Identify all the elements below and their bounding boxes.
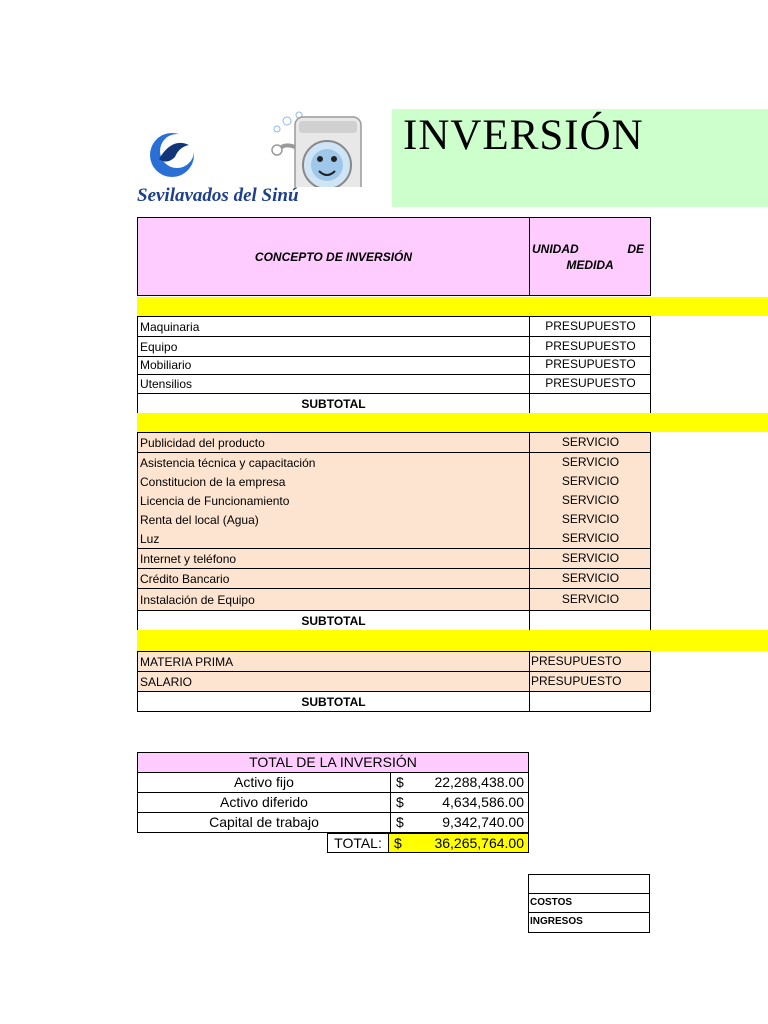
column-divider xyxy=(390,773,391,792)
totals-label: Activo fijo xyxy=(234,774,294,790)
subtotal-row xyxy=(137,394,651,414)
table-row xyxy=(137,472,651,492)
concept-cell: Luz xyxy=(140,532,160,546)
unit-cell: PRESUPUESTO xyxy=(529,317,651,336)
unit-cell: PRESUPUESTO xyxy=(529,374,651,393)
concept-cell: MATERIA PRIMA xyxy=(140,655,234,669)
logo-text: Sevilavados del Sinú xyxy=(137,185,299,206)
summary-costos: COSTOS xyxy=(528,894,650,913)
table-row xyxy=(137,432,651,453)
unit-cell: SERVICIO xyxy=(529,529,651,548)
totals-value: 9,342,740.00 xyxy=(442,814,524,830)
concept-cell: Crédito Bancario xyxy=(140,572,230,586)
subtotal-unit-cell xyxy=(529,394,651,413)
concept-cell: Instalación de Equipo xyxy=(140,593,255,607)
unit-cell: SERVICIO xyxy=(529,549,651,568)
table-row xyxy=(137,549,651,569)
unit-cell: PRESUPUESTO xyxy=(529,337,651,356)
concept-cell: Internet y teléfono xyxy=(140,552,237,566)
concept-cell: Utensilios xyxy=(140,377,193,391)
table-row xyxy=(137,491,651,511)
subtotal-unit-cell xyxy=(529,611,651,630)
table-row xyxy=(137,672,651,692)
concept-cell: Maquinaria xyxy=(140,320,200,334)
unit-cell: PRESUPUESTO xyxy=(529,652,650,671)
page-title: INVERSIÓN xyxy=(403,112,644,159)
unit-header-word: UNIDAD xyxy=(532,242,579,256)
table-row xyxy=(137,589,651,611)
section-band xyxy=(137,630,768,651)
totals-row xyxy=(137,793,529,813)
concept-cell: Publicidad del producto xyxy=(140,436,265,450)
table-row xyxy=(137,337,651,357)
concept-cell: Constitucion de la empresa xyxy=(140,475,286,489)
table-header xyxy=(137,217,651,296)
table-row xyxy=(137,529,651,549)
section-band xyxy=(137,413,768,432)
unit-cell: SERVICIO xyxy=(529,510,651,529)
unit-cell: SERVICIO xyxy=(529,433,651,452)
table-row xyxy=(137,453,651,473)
section-band xyxy=(137,297,768,316)
subtotal-unit-cell xyxy=(529,692,651,711)
unit-cell: PRESUPUESTO xyxy=(529,672,650,691)
concept-cell: SALARIO xyxy=(140,675,193,689)
unit-cell: SERVICIO xyxy=(529,569,651,588)
table-row xyxy=(137,569,651,589)
currency-sign: $ xyxy=(396,794,404,810)
currency-sign: $ xyxy=(396,774,404,790)
summary-ingresos: INGRESOS xyxy=(528,913,650,933)
concept-cell: Equipo xyxy=(140,340,178,354)
totals-value: 22,288,438.00 xyxy=(434,774,524,790)
unit-header-word: MEDIDA xyxy=(566,258,614,272)
subtotal-label: SUBTOTAL xyxy=(301,397,366,411)
subtotal-row xyxy=(137,692,651,712)
company-logo xyxy=(137,107,367,213)
unit-cell: SERVICIO xyxy=(529,491,651,510)
concept-cell: Asistencia técnica y capacitación xyxy=(140,456,316,470)
unit-header xyxy=(530,218,650,295)
currency-sign: $ xyxy=(396,814,404,830)
concept-cell: Renta del local (Agua) xyxy=(140,513,259,527)
grand-total-value: 36,265,764.00 xyxy=(434,835,524,851)
concept-cell: Licencia de Funcionamiento xyxy=(140,494,290,508)
totals-row xyxy=(137,773,529,793)
grand-total-row xyxy=(327,833,529,853)
unit-cell: SERVICIO xyxy=(529,589,651,610)
column-divider xyxy=(390,813,391,832)
summary-empty-cell xyxy=(528,874,650,894)
table-row xyxy=(137,651,651,672)
table-row xyxy=(137,355,651,375)
grand-total-cell xyxy=(389,833,529,853)
table-row xyxy=(137,374,651,394)
unit-cell: SERVICIO xyxy=(529,453,651,472)
title-banner xyxy=(392,109,768,207)
unit-header-word: DE xyxy=(627,242,644,256)
concept-header: CONCEPTO DE INVERSIÓN xyxy=(138,218,530,295)
grand-total-label: TOTAL: xyxy=(327,833,389,853)
totals-label: Activo diferido xyxy=(220,794,308,810)
subtotal-label: SUBTOTAL xyxy=(301,614,366,628)
totals-header: TOTAL DE LA INVERSIÓN xyxy=(137,752,529,773)
column-divider xyxy=(390,793,391,812)
investment-table xyxy=(137,217,651,296)
currency-sign: $ xyxy=(394,835,402,851)
concept-cell: Mobiliario xyxy=(140,358,192,372)
logo-graphic xyxy=(137,107,367,187)
subtotal-label: SUBTOTAL xyxy=(301,695,366,709)
unit-cell: SERVICIO xyxy=(529,472,651,491)
table-row xyxy=(137,316,651,337)
table-row xyxy=(137,510,651,530)
subtotal-row xyxy=(137,611,651,631)
totals-row xyxy=(137,813,529,833)
totals-label: Capital de trabajo xyxy=(209,814,319,830)
totals-value: 4,634,586.00 xyxy=(442,794,524,810)
unit-cell: PRESUPUESTO xyxy=(529,355,651,374)
